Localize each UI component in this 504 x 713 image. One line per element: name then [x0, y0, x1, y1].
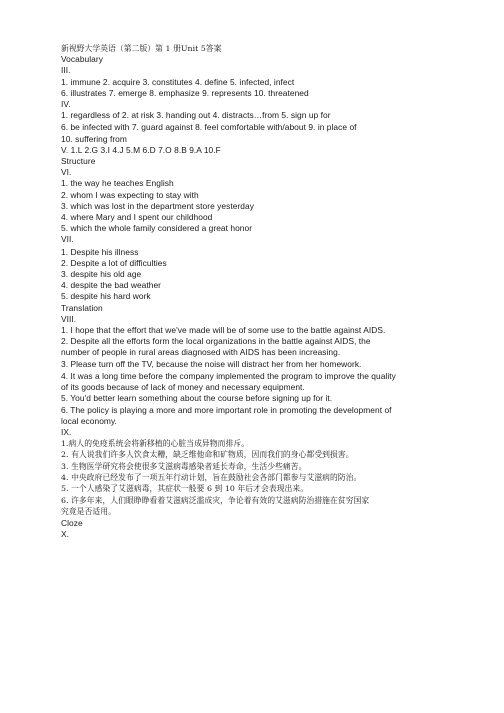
- exercise-vi-item: 1. the way he teaches English: [61, 178, 174, 189]
- exercise-vi-item: 5. which the whole family considered a great honor: [61, 223, 253, 234]
- exercise-viii-item: 3. Please turn off the TV, because the noise will distract her from her homework.: [61, 358, 362, 369]
- section-structure: Structure: [61, 156, 96, 167]
- exercise-viii-item-continued: local economy.: [61, 415, 117, 426]
- exercise-vi-item: 4. where Mary and I spent our childhood: [61, 212, 213, 223]
- exercise-vi-item: 2. whom I was expecting to stay with: [61, 189, 199, 200]
- exercise-vi-item: 3. which was lost in the department store yesterday: [61, 200, 254, 211]
- exercise-viii-heading: VIII.: [61, 313, 77, 324]
- exercise-ix-item: 3. 生物医学研究将会使很多艾滋病毒感染者延长寿命，生活少些痛苦。: [61, 461, 307, 471]
- exercise-ix-item: 2. 有人说我们许多人饮食太糟，缺乏维他命和矿物质，因而我们的身心都受到损害。: [61, 450, 354, 460]
- exercise-iv-line-1: 1. regardless of 2. at risk 3. handing out 4. distracts…from 5. sign up for: [61, 110, 331, 121]
- exercise-viii-item: 6. The policy is playing a more and more important role in promoting the development of: [61, 404, 392, 415]
- exercise-ix-item-continued: 究竟是否适用。: [61, 507, 116, 517]
- exercise-v-line: V. 1.L 2.G 3.I 4.J 5.M 6.D 7.O 8.B 9.A 10.F: [61, 144, 221, 155]
- section-vocabulary: Vocabulary: [61, 54, 103, 65]
- exercise-x-heading: X.: [61, 528, 70, 539]
- exercise-viii-item: 2. Despite all the efforts form the local organizations in the battle against AIDS, the: [61, 336, 371, 347]
- exercise-ix-item: 5. 一个人感染了艾滋病毒，其症状一般要 6 到 10 年后才会表现出来。: [61, 483, 309, 493]
- exercise-vii-heading: VII.: [61, 234, 74, 245]
- exercise-vii-item: 3. despite his old age: [61, 269, 142, 280]
- exercise-ix-heading: IX.: [61, 426, 72, 437]
- exercise-viii-item-continued: of its goods because of lack of money and necessary equipment.: [61, 382, 305, 393]
- section-cloze: Cloze: [61, 517, 83, 528]
- exercise-viii-item-continued: number of people in rural areas diagnosed with AIDS has been increasing.: [61, 347, 341, 358]
- exercise-viii-item: 1. I hope that the effort that we've made will be of some use to the battle against AIDS.: [61, 325, 386, 336]
- exercise-iv-line-2: 6. be infected with 7. guard against 8. feel comfortable with/about 9. in place of: [61, 122, 357, 133]
- exercise-viii-item: 4. It was a long time before the company implemented the program to improve the quality: [61, 370, 396, 381]
- exercise-iii-line-2: 6. illustrates 7. emerge 8. emphasize 9. represents 10. threatened: [61, 87, 309, 98]
- exercise-iii-line-1: 1. immune 2. acquire 3. constitutes 4. define 5. infected, infect: [61, 76, 295, 87]
- exercise-vii-item: 2. Despite a lot of difficulties: [61, 257, 167, 268]
- exercise-vii-item: 1. Despite his illness: [61, 246, 139, 257]
- exercise-vii-item: 5. despite his hard work: [61, 291, 151, 302]
- exercise-viii-item: 5. You'd better learn something about the course before signing up for it.: [61, 393, 333, 404]
- exercise-vi-heading: VI.: [61, 167, 72, 178]
- document-title: 新视野大学英语（第二版）第 1 册Unit 5答案: [61, 44, 222, 53]
- exercise-ix-item: 6. 许多年来，人们眼睁睁看着艾滋病泛滥成灾，争论着有效的艾滋病防治措施在贫穷国家: [61, 496, 370, 506]
- exercise-vii-item: 4. despite the bad weather: [61, 280, 162, 291]
- exercise-ix-item: 1.病人的免疫系统会将新移植的心脏当成异物而排斥。: [61, 439, 250, 449]
- exercise-ix-item: 4. 中央政府已经发布了一项五年行动计划，旨在鼓励社会各部门都参与艾滋病的防治。: [61, 472, 362, 482]
- section-translation: Translation: [61, 302, 103, 313]
- exercise-iv-heading: IV.: [61, 99, 71, 110]
- answer-key: [61, 43, 446, 540]
- exercise-iv-line-3: 10. suffering from: [61, 133, 127, 144]
- exercise-iii-heading: III.: [61, 65, 71, 76]
